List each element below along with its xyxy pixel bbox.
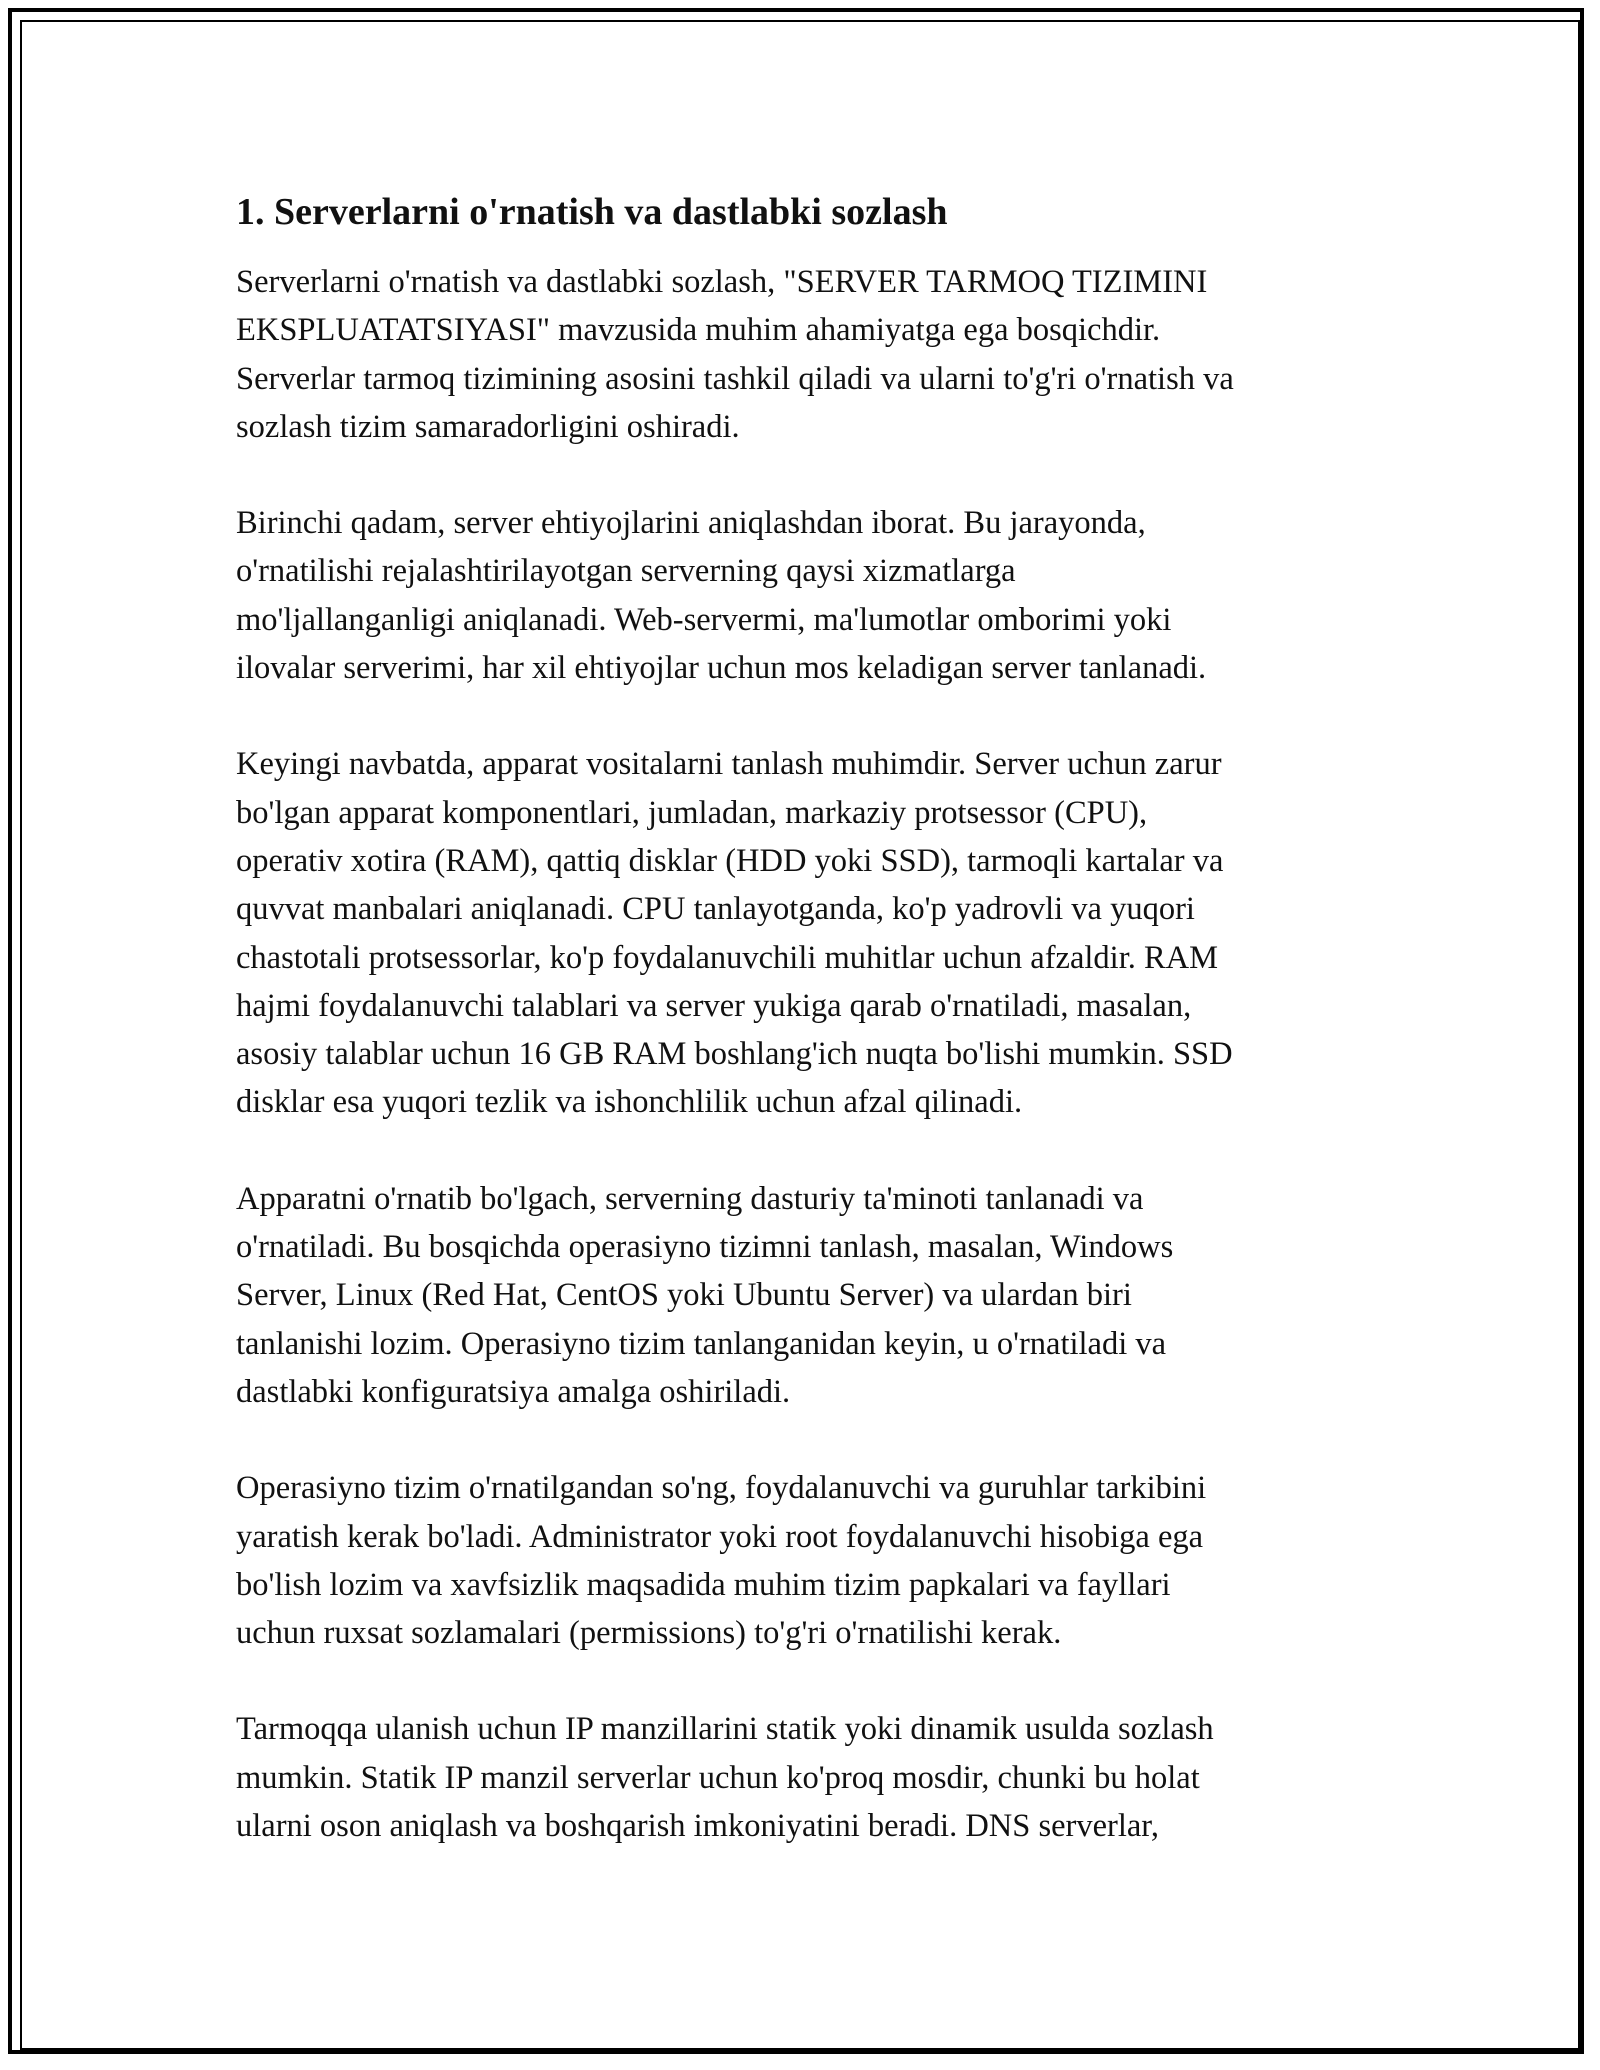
paragraph-line: quvvat manbalari aniqlanadi. CPU tanlayotganda, ko'p yadrovli va yuqori bbox=[236, 891, 1195, 928]
paragraph-line: Operasiyno tizim o'rnatilgandan so'ng, foydalanuvchi va guruhlar tarkibini bbox=[236, 1470, 1207, 1507]
paragraph-line: asosiy talablar uchun 16 GB RAM boshlang'ich nuqta bo'lishi mumkin. SSD bbox=[236, 1036, 1233, 1073]
paragraph bbox=[236, 1175, 1376, 1416]
paragraph-line: sozlash tizim samaradorligini oshiradi. bbox=[236, 408, 740, 445]
paragraph-line: yaratish kerak bo'ladi. Administrator yoki root foydalanuvchi hisobiga ega bbox=[236, 1518, 1204, 1555]
paragraph bbox=[236, 1464, 1376, 1657]
paragraph-line: Serverlarni o'rnatish va dastlabki sozlash, "SERVER TARMOQ TIZIMINI bbox=[236, 264, 1208, 300]
section-heading: 1. Serverlarni o'rnatish va dastlabki sozlash bbox=[236, 191, 948, 233]
paragraph-line: Serverlar tarmoq tizimining asosini tashkil qiladi va ularni to'g'ri o'rnatish va bbox=[236, 360, 1234, 397]
paragraph-line: Keyingi navbatda, apparat vositalarni tanlash muhimdir. Server uchun zarur bbox=[236, 746, 1222, 783]
paragraph-line: operativ xotira (RAM), qattiq disklar (HDD yoki SSD), tarmoqli kartalar va bbox=[236, 842, 1224, 879]
paragraph-line: mumkin. Statik IP manzil serverlar uchun ko'proq mosdir, chunki bu holat bbox=[236, 1759, 1200, 1796]
paragraph-line: ularni oson aniqlash va boshqarish imkoniyatini beradi. DNS serverlar, bbox=[236, 1808, 1159, 1845]
paragraph-line: Tarmoqqa ulanish uchun IP manzillarini statik yoki dinamik usulda sozlash bbox=[236, 1711, 1214, 1748]
paragraph-line: chastotali protsessorlar, ko'p foydalanuvchili muhitlar uchun afzaldir. RAM bbox=[236, 939, 1219, 976]
paragraph-line: mo'ljallanganligi aniqlanadi. Web-servermi, ma'lumotlar omborimi yoki bbox=[236, 601, 1172, 638]
paragraph-line: disklar esa yuqori tezlik va ishonchlilik uchun afzal qilinadi. bbox=[236, 1084, 1023, 1121]
paragraph-line: Server, Linux (Red Hat, CentOS yoki Ubuntu Server) va ulardan biri bbox=[236, 1277, 1132, 1314]
paragraph-line: EKSPLUATATSIYASI" mavzusida muhim ahamiyatga ega bosqichdir. bbox=[236, 312, 1161, 349]
paragraph-line: ilovalar serverimi, har xil ehtiyojlar uchun mos keladigan server tanlanadi. bbox=[236, 650, 1207, 687]
paragraph-line: Apparatni o'rnatib bo'lgach, serverning dasturiy ta'minoti tanlanadi va bbox=[236, 1180, 1144, 1217]
paragraph-list bbox=[236, 258, 1376, 1850]
paragraph bbox=[236, 1705, 1376, 1850]
paragraph-line: hajmi foydalanuvchi talablari va server yukiga qarab o'rnatiladi, masalan, bbox=[236, 987, 1192, 1024]
paragraph bbox=[236, 499, 1376, 692]
document-body bbox=[236, 186, 1376, 1898]
paragraph-line: tanlanishi lozim. Operasiyno tizim tanlanganidan keyin, u o'rnatiladi va bbox=[236, 1325, 1167, 1362]
paragraph-line: bo'lgan apparat komponentlari, jumladan, markaziy protsessor (CPU), bbox=[236, 794, 1148, 831]
paragraph-line: o'rnatiladi. Bu bosqichda operasiyno tizimni tanlash, masalan, Windows bbox=[236, 1229, 1174, 1266]
paragraph-line: uchun ruxsat sozlamalari (permissions) to'g'ri o'rnatilishi kerak. bbox=[236, 1615, 1062, 1652]
paragraph bbox=[236, 740, 1376, 1126]
paragraph bbox=[236, 258, 1376, 451]
paragraph-line: Birinchi qadam, server ehtiyojlarini aniqlashdan iborat. Bu jarayonda, bbox=[236, 505, 1146, 542]
paragraph-line: bo'lish lozim va xavfsizlik maqsadida muhim tizim papkalari va fayllari bbox=[236, 1566, 1171, 1603]
paragraph-line: o'rnatilishi rejalashtirilayotgan serverning qaysi xizmatlarga bbox=[236, 553, 1016, 590]
paragraph-line: dastlabki konfiguratsiya amalga oshiriladi. bbox=[236, 1373, 791, 1410]
